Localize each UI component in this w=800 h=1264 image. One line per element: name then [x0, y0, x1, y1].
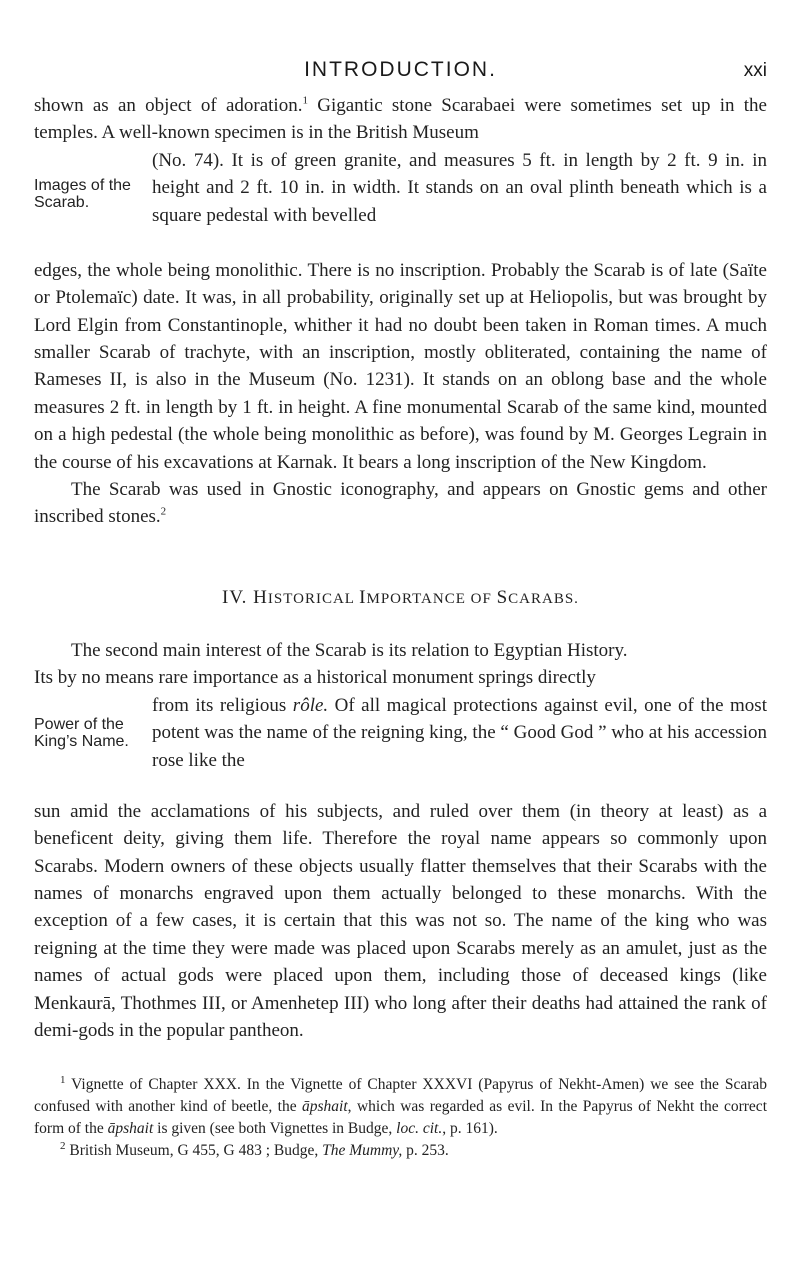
paragraph-continuation: sun amid the acclamations of his subjects, and ruled over them (in theory at least) as a beneficent deity, giving them life. Therefore the royal name appears so commonly upon Scarabs. Modern owners of these objects usually flatter themselves that their Scarabs with the names of monarchs engraved upon them actually belonged to these monarchs. With the exception of a few cases, it is certain that this was not so. The name of the king who was reigning at the time they were made was placed upon Scarabs merely as an amulet, just as the names of actual gods were placed upon them, including those of deceased kings (like Menkaurā, Thothmes III, or Amenhetep III) who long after their deaths had attained the rank of demi-gods in the popular pantheon.	[34, 800, 767, 1041]
text: , p. 161).	[442, 1120, 498, 1138]
section-heading	[34, 587, 767, 609]
inset-text: (No. 74). It is of green granite, and measures 5 ft. in length by 2 ft. 9 in. in height and 2 ft. 10 in. in width. It stands on an oval plinth beneath which is a square pedestal with bevelled	[152, 149, 767, 226]
footnote-ref-1[interactable]: 1	[302, 94, 308, 107]
paragraph-kings-name	[34, 637, 767, 1044]
text: from its religious	[152, 694, 293, 716]
page-body	[34, 92, 767, 1162]
margin-note-block	[34, 692, 767, 774]
heading-small-caps: ISTORICAL	[267, 590, 360, 607]
heading-initial: I	[359, 586, 367, 608]
footnote-1	[34, 1074, 767, 1140]
footnote-mark: 2	[60, 1140, 66, 1153]
page-number: xxi	[743, 60, 767, 81]
paragraph-continuation: edges, the whole being monolithic. There is no inscription. Probably the Scarab is of late (Saïte or Ptolemaïc) date. It was, in all probability, originally set up at Heliopolis, but was brought by Lord Elgin from Constantinople, whither it had no doubt been taken in Roman times. A much smaller Scarab of trachyte, with an inscription, mostly obliterated, containing the name of Rameses II, is also in the Museum (No. 1231). It stands on an oblong base and the whole measures 2 ft. in length by 1 ft. in height. A fine monumental Scarab of the same kind, mounted on a high pedestal (the whole being monolithic as before), was found by M. Georges Legrain in the course of his excavations at Karnak. It bears a long inscription of the New Kingdom.	[34, 259, 767, 473]
text: Its by no means rare importance as a historical monument springs directly	[34, 667, 596, 689]
italic-text: āpshait	[302, 1098, 348, 1116]
side-note-power-of-kings-name: Power of the King’s Name.	[34, 715, 129, 750]
text: British Museum, G 455, G 483 ; Budge,	[65, 1142, 323, 1160]
text: shown as an object of adoration.	[34, 95, 303, 116]
text: The Scarab was used in Gnostic iconography, and appears on Gnostic gems and other inscribed stones.	[34, 479, 767, 528]
section-numeral: IV.	[222, 586, 254, 608]
text: Gigantic stone Scarabaei were sometimes	[307, 95, 652, 116]
heading-initial: S	[496, 586, 509, 608]
paragraph-gnostic	[34, 476, 767, 531]
text: is given (see both Vignettes in Budge,	[153, 1120, 397, 1138]
text: set up in the temples. A well-known specimen is in the British Museum	[34, 95, 767, 144]
text: , which was regarded as evil. In the Papyrus of Nekht the correct form of the	[34, 1098, 767, 1138]
side-note-images-of-scarab: Images of the Scarab.	[34, 176, 131, 211]
text: p. 253.	[402, 1142, 449, 1160]
italic-text: āpshait	[107, 1120, 154, 1138]
footnote-ref-2[interactable]: 2	[160, 506, 167, 519]
text: Of all magical protections against evil, one of the most potent was the name of the reigning king, the “ Good God ” who at his accession rose like the	[152, 694, 767, 771]
italic-text: rôle.	[292, 694, 329, 716]
text: Vignette of Chapter XXX. In the Vignette of Chapter XXXVI (Papyrus of Nekht-Amen) we see the Scarab confused with another kind of beetle, the	[34, 1076, 767, 1116]
text: The second main interest of the Scarab is its relation to Egyptian History.	[71, 639, 628, 661]
running-header	[34, 58, 767, 86]
footnote-2	[34, 1140, 767, 1162]
margin-note-block	[34, 147, 767, 229]
italic-text: The Mummy,	[322, 1142, 403, 1160]
running-title: INTRODUCTION.	[304, 58, 497, 81]
italic-text: loc. cit.	[396, 1120, 443, 1138]
heading-initial: H	[253, 586, 268, 608]
footnote-mark: 1	[60, 1074, 66, 1087]
heading-small-caps: MPORTANCE OF	[366, 590, 497, 607]
footnotes	[34, 1074, 767, 1162]
heading-small-caps: CARABS.	[508, 590, 579, 607]
paragraph-scarab-images	[34, 92, 767, 476]
